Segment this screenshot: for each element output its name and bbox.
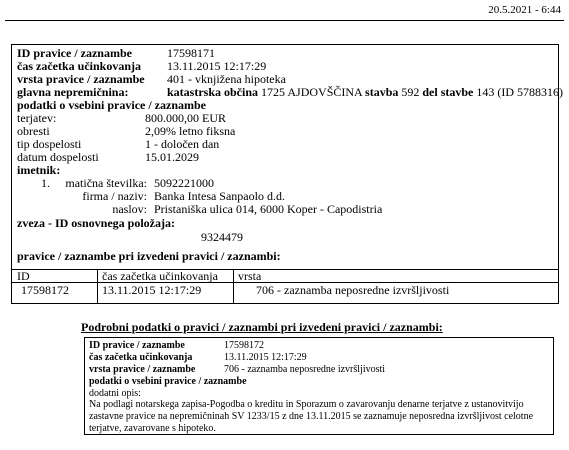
detail-time-label: čas začetka učinkovanja [89, 352, 193, 363]
print-timestamp: 20.5.2021 - 6:44 [488, 4, 561, 16]
holder-row-label: firma / naziv: [82, 189, 147, 203]
time-value: 13.11.2015 12:17:29 [167, 59, 267, 73]
right-record-box [11, 44, 564, 304]
holder-row-value: 5092221000 [154, 176, 214, 190]
link-heading: zveza - ID osnovnega položaja: [17, 216, 175, 230]
content-row-label: terjatev: [17, 111, 57, 125]
property-label: glavna nepremičnina: [17, 85, 129, 99]
detail-type-value: 706 - zaznamba neposredne izvršljivosti [224, 364, 386, 375]
detail-content-heading: podatki o vsebini pravice / zaznambe [89, 376, 247, 387]
content-row-label: obresti [17, 124, 50, 138]
derived-heading: pravice / zaznambe pri izvedeni pravici / zaznambi: [17, 249, 281, 263]
detail-heading: Podrobni podatki o pravici / zaznambi pri izvedeni pravici / zaznambi: [81, 320, 443, 334]
holder-row-label: naslov: [112, 202, 147, 216]
holder-row-label: matična številka: [65, 176, 147, 190]
type-label: vrsta pravice / zaznambe [17, 72, 145, 86]
holder-index: 1. [41, 176, 50, 190]
type-value: 401 - vknjižena hipoteka [167, 72, 286, 86]
detail-time-value: 13.11.2015 12:17:29 [224, 352, 307, 363]
holder-row-value: Banka Intesa Sanpaolo d.d. [154, 189, 285, 203]
table-header-type: vrsta [238, 269, 262, 283]
content-row-label: datum dospelosti [17, 150, 99, 164]
content-row-value: 800.000,00 EUR [145, 111, 226, 125]
holder-heading: imetnik: [17, 163, 61, 177]
content-row-value: 2,09% letno fiksna [145, 124, 236, 138]
time-label: čas začetka učinkovanja [17, 59, 141, 73]
detail-record-box [84, 337, 554, 435]
table-cell-type: 706 - zaznamba neposredne izvršljivosti [256, 283, 450, 297]
id-value: 17598171 [167, 46, 215, 60]
table-top-line [12, 269, 558, 270]
property-value: katastrska občina 1725 AJDOVŠČINA stavba 592 del stavbe 143 (ID 5788316) [167, 85, 564, 99]
table-divider [233, 269, 234, 303]
content-heading: podatki o vsebini pravice / zaznambe [17, 98, 207, 112]
link-value: 9324479 [201, 230, 243, 244]
top-rule [5, 20, 564, 21]
id-label: ID pravice / zaznambe [17, 46, 132, 60]
table-cell-id: 17598172 [21, 283, 69, 297]
holder-row-value: Pristaniška ulica 014, 6000 Koper - Capodistria [154, 202, 383, 216]
detail-id-label: ID pravice / zaznambe [89, 340, 185, 351]
table-cell-time: 13.11.2015 12:17:29 [102, 283, 202, 297]
detail-extra-text: Na podlagi notarskega zapisa-Pogodba o kreditu in Sporazum o zavarovanju denarne terjatve z ustanovitvijo zastavne pravice na nepremičninah SV 1233/15 z dne 13.11.2015 se zaznamuje neposredna izvršljivost celotne terjatve, zavarovane s hipoteko. [89, 399, 534, 434]
table-header-id: ID [17, 269, 30, 283]
content-row-value: 1 - določen dan [145, 137, 220, 151]
detail-extra-label: dodatni opis: [89, 388, 141, 399]
content-row-value: 15.01.2029 [145, 150, 199, 164]
detail-id-value: 17598172 [224, 340, 264, 351]
content-row-label: tip dospelosti [17, 137, 82, 151]
table-divider [97, 269, 98, 303]
table-header-time: čas začetka učinkovanja [102, 269, 218, 283]
detail-type-label: vrsta pravice / zaznambe [89, 364, 196, 375]
